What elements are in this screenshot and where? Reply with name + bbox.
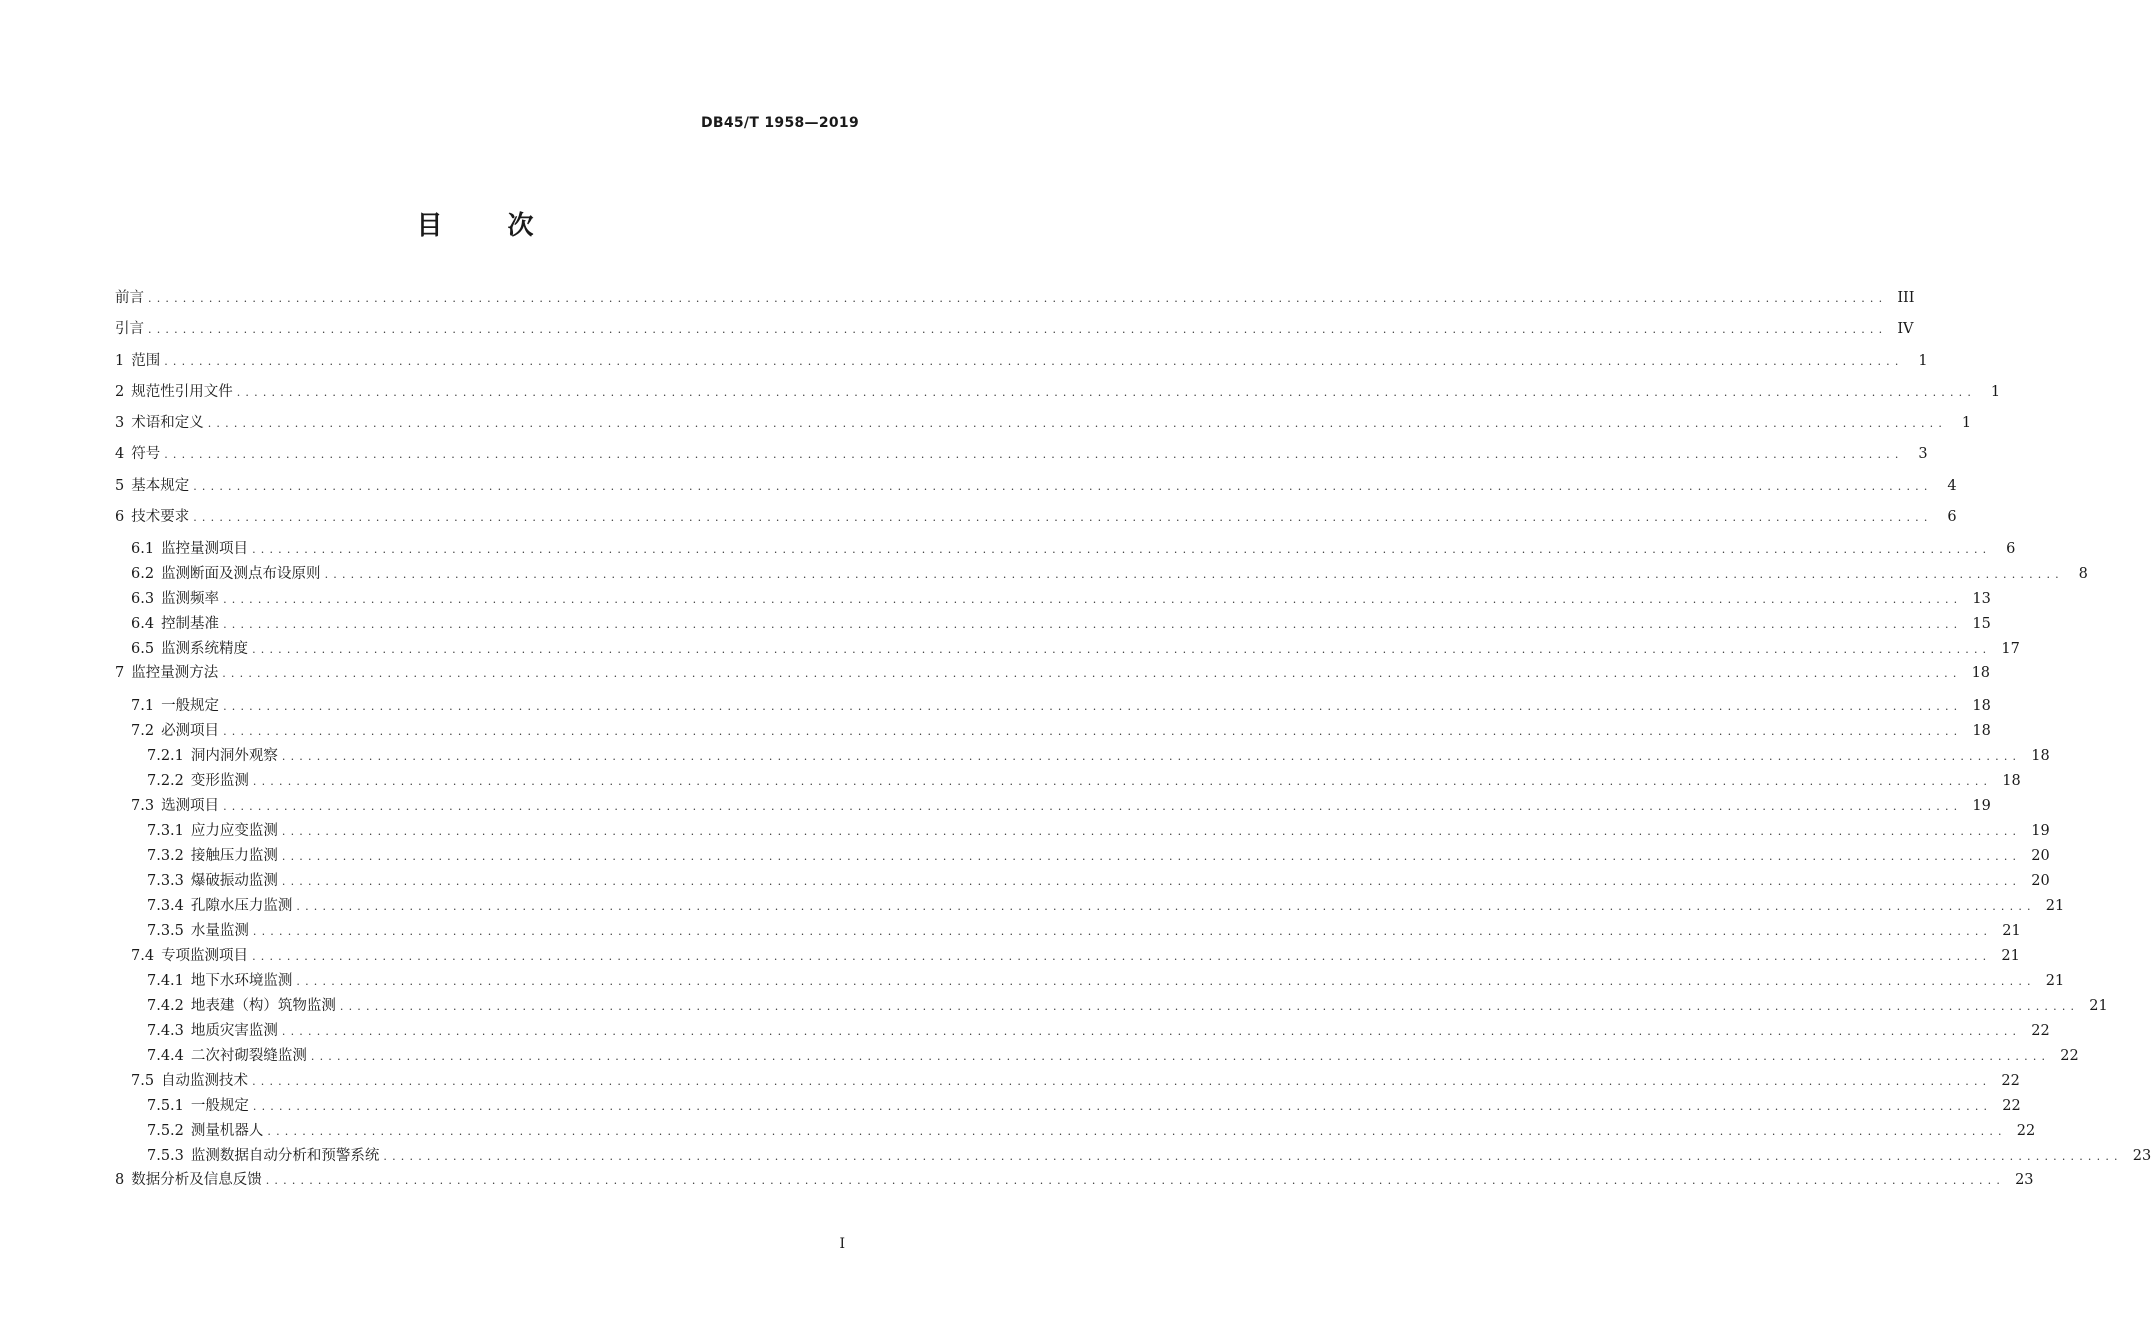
toc-entry-label: 地下水环境监测 bbox=[190, 972, 293, 989]
toc-dot-leader: ........................................................................................................................................................................................................ bbox=[281, 1024, 2022, 1038]
toc-entry-page: 22 bbox=[2031, 1022, 2050, 1039]
toc-entry[interactable] bbox=[115, 969, 2065, 994]
toc-entry-label: 控制基准 bbox=[161, 616, 220, 633]
table-of-contents bbox=[115, 287, 2151, 1200]
toc-entry-label: 选测项目 bbox=[161, 797, 220, 814]
toc-entry-number: 7.2.2 bbox=[147, 772, 184, 789]
toc-entry-number: 7.2.1 bbox=[147, 747, 184, 764]
toc-entry-number: 6 bbox=[115, 509, 125, 526]
toc-entry[interactable] bbox=[115, 1069, 2020, 1094]
toc-entry-page: 19 bbox=[1972, 797, 1991, 814]
toc-entry-label: 基本规定 bbox=[131, 477, 190, 494]
toc-entry-page: 3 bbox=[1918, 446, 1928, 463]
toc-entry-label: 引言 bbox=[115, 321, 144, 338]
toc-dot-leader: ........................................................................................................................................................................................................ bbox=[252, 949, 1992, 963]
page-title: 目 次 bbox=[416, 211, 562, 241]
toc-entry-page: 18 bbox=[2002, 772, 2021, 789]
toc-dot-leader: ........................................................................................................................................................................................................ bbox=[281, 749, 2022, 763]
toc-dot-leader: ........................................................................................................................................................................................................ bbox=[339, 999, 2080, 1013]
toc-entry-page: 21 bbox=[2045, 897, 2065, 914]
toc-entry-page: 4 bbox=[1947, 477, 1957, 494]
toc-entry[interactable] bbox=[115, 1019, 2050, 1044]
toc-entry[interactable] bbox=[115, 1044, 2079, 1069]
toc-entry-page: 6 bbox=[1947, 509, 1957, 526]
toc-entry[interactable] bbox=[115, 694, 1991, 719]
toc-entry-number: 3 bbox=[115, 415, 125, 432]
toc-dot-leader: ........................................................................................................................................................................................................ bbox=[164, 354, 1904, 368]
toc-entry-label: 一般规定 bbox=[190, 1097, 249, 1114]
toc-entry-label: 监测系统精度 bbox=[161, 641, 249, 658]
toc-entry-page: 22 bbox=[2001, 1072, 2020, 1089]
toc-entry[interactable] bbox=[115, 919, 2021, 944]
toc-entry-page: 13 bbox=[1972, 591, 1991, 608]
toc-entry-number: 7.4 bbox=[131, 947, 155, 964]
toc-entry-label: 前言 bbox=[115, 290, 144, 306]
toc-entry[interactable] bbox=[115, 844, 2050, 869]
toc-entry[interactable] bbox=[115, 769, 2021, 794]
toc-dot-leader: ........................................................................................................................................................................................................ bbox=[296, 899, 2036, 913]
toc-entry-label: 变形监测 bbox=[190, 772, 249, 789]
toc-entry-label: 符号 bbox=[131, 446, 161, 463]
toc-dot-leader: ........................................................................................................................................................................................................ bbox=[207, 417, 1948, 431]
toc-entry-number: 7.4.2 bbox=[147, 997, 184, 1014]
toc-entry-number: 2 bbox=[115, 383, 125, 400]
toc-entry-label: 规范性引用文件 bbox=[131, 383, 233, 400]
toc-entry-label: 测量机器人 bbox=[190, 1122, 264, 1139]
toc-entry[interactable] bbox=[115, 443, 1928, 474]
toc-entry-label: 监测断面及测点布设原则 bbox=[161, 566, 321, 583]
toc-entry-number: 7.3.1 bbox=[147, 822, 184, 839]
toc-entry-number: 4 bbox=[115, 446, 125, 463]
toc-entry-number: 7.3.2 bbox=[147, 847, 184, 864]
toc-dot-leader: ........................................................................................................................................................................................................ bbox=[223, 799, 1963, 813]
toc-entry-page: 19 bbox=[2031, 822, 2050, 839]
toc-entry-label: 自动监测技术 bbox=[161, 1072, 249, 1089]
toc-dot-leader: ........................................................................................................................................................................................................ bbox=[164, 448, 1904, 462]
toc-entry[interactable] bbox=[115, 744, 2050, 769]
toc-entry-number: 7.2 bbox=[131, 722, 155, 739]
toc-dot-leader: ........................................................................................................................................................................................................ bbox=[281, 874, 2022, 888]
toc-entry-page: 6 bbox=[2006, 541, 2016, 558]
toc-entry-label: 孔隙水压力监测 bbox=[190, 897, 293, 914]
toc-dot-leader: ........................................................................................................................................................................................................ bbox=[193, 511, 1933, 525]
toc-entry[interactable] bbox=[115, 537, 2016, 562]
toc-entry-label: 必测项目 bbox=[161, 722, 220, 739]
toc-entry[interactable] bbox=[115, 1144, 2151, 1169]
toc-entry[interactable] bbox=[115, 637, 2020, 662]
toc-entry[interactable] bbox=[115, 894, 2065, 919]
toc-entry-number: 6.1 bbox=[131, 541, 155, 558]
toc-entry-label: 监控量测方法 bbox=[131, 665, 219, 682]
document-code: DB45/T 1958—2019 bbox=[700, 115, 859, 131]
toc-entry[interactable] bbox=[115, 506, 1957, 537]
toc-entry[interactable] bbox=[115, 662, 1991, 693]
toc-entry-number: 7.4.1 bbox=[147, 972, 184, 989]
toc-entry-number: 6.4 bbox=[131, 616, 155, 633]
toc-entry-page: 20 bbox=[2031, 872, 2050, 889]
toc-dot-leader: ........................................................................................................................................................................................................ bbox=[148, 323, 1888, 337]
toc-entry-label: 水量监测 bbox=[190, 922, 249, 939]
toc-entry-page: 17 bbox=[2001, 641, 2020, 658]
toc-entry[interactable] bbox=[115, 819, 2050, 844]
toc-dot-leader: ........................................................................................................................................................................................................ bbox=[310, 1049, 2051, 1063]
toc-entry-page: 22 bbox=[2016, 1122, 2036, 1139]
toc-entry[interactable] bbox=[115, 612, 1991, 637]
toc-entry-number: 6.5 bbox=[131, 641, 155, 658]
toc-entry-page: IV bbox=[1897, 321, 1914, 338]
toc-dot-leader: ........................................................................................................................................................................................................ bbox=[223, 618, 1963, 632]
toc-entry[interactable] bbox=[115, 287, 1915, 318]
toc-dot-leader: ........................................................................................................................................................................................................ bbox=[223, 593, 1963, 607]
toc-dot-leader: ........................................................................................................................................................................................................ bbox=[252, 543, 1992, 557]
toc-entry-page: 1 bbox=[1961, 415, 1972, 432]
toc-entry[interactable] bbox=[115, 562, 2088, 587]
toc-dot-leader: ........................................................................................................................................................................................................ bbox=[252, 924, 1993, 938]
toc-entry-page: 18 bbox=[1972, 722, 1991, 739]
toc-entry-label: 范围 bbox=[131, 352, 161, 369]
toc-entry[interactable] bbox=[115, 381, 2001, 412]
toc-dot-leader: ........................................................................................................................................................................................................ bbox=[222, 667, 1962, 681]
toc-entry[interactable] bbox=[115, 318, 1914, 349]
toc-dot-leader: ........................................................................................................................................................................................................ bbox=[223, 699, 1963, 713]
toc-entry-label: 监测数据自动分析和预警系统 bbox=[190, 1147, 380, 1164]
toc-entry-page: 22 bbox=[2002, 1097, 2021, 1114]
toc-entry-label: 一般规定 bbox=[161, 697, 220, 714]
toc-entry-number: 7.5.3 bbox=[147, 1147, 184, 1164]
toc-entry-number: 7.3.3 bbox=[147, 872, 184, 889]
toc-entry-label: 洞内洞外观察 bbox=[190, 747, 278, 764]
toc-dot-leader: ........................................................................................................................................................................................................ bbox=[252, 1074, 1992, 1088]
toc-entry-label: 数据分析及信息反馈 bbox=[131, 1171, 262, 1188]
toc-dot-leader: ........................................................................................................................................................................................................ bbox=[265, 1173, 2006, 1187]
toc-entry-page: 1 bbox=[1918, 352, 1928, 369]
toc-entry[interactable] bbox=[115, 350, 1928, 381]
toc-entry-page: 23 bbox=[2015, 1171, 2034, 1188]
toc-dot-leader: ........................................................................................................................................................................................................ bbox=[223, 724, 1963, 738]
toc-entry-page: 18 bbox=[2031, 747, 2050, 764]
toc-entry-number: 6.2 bbox=[131, 566, 155, 583]
toc-entry[interactable] bbox=[115, 1094, 2021, 1119]
toc-entry-page: 18 bbox=[1971, 665, 1991, 682]
toc-entry-page: 23 bbox=[2132, 1147, 2151, 1164]
toc-entry-page: 22 bbox=[2060, 1047, 2079, 1064]
toc-entry-number: 7 bbox=[115, 665, 125, 682]
toc-entry-label: 应力应变监测 bbox=[190, 822, 278, 839]
toc-entry[interactable] bbox=[115, 587, 1991, 612]
toc-entry-number: 7.5 bbox=[131, 1072, 155, 1089]
toc-entry-page: 15 bbox=[1972, 616, 1991, 633]
toc-entry-label: 地质灾害监测 bbox=[190, 1022, 278, 1039]
toc-entry-page: 21 bbox=[2001, 947, 2020, 964]
toc-entry-label: 专项监测项目 bbox=[161, 947, 249, 964]
toc-dot-leader: ........................................................................................................................................................................................................ bbox=[252, 643, 1992, 657]
toc-entry-page: 8 bbox=[2078, 566, 2088, 583]
toc-entry-page: 21 bbox=[2045, 972, 2065, 989]
toc-dot-leader: ........................................................................................................................................................................................................ bbox=[148, 292, 1888, 305]
toc-entry-number: 6.3 bbox=[131, 591, 155, 608]
toc-entry-label: 技术要求 bbox=[131, 509, 190, 526]
toc-entry-page: 18 bbox=[1972, 697, 1991, 714]
toc-entry[interactable] bbox=[115, 412, 1972, 443]
toc-entry-number: 7.3.5 bbox=[147, 922, 184, 939]
toc-entry-page: 21 bbox=[2089, 997, 2108, 1014]
toc-entry-number: 5 bbox=[115, 477, 125, 494]
toc-entry-page: 21 bbox=[2002, 922, 2021, 939]
toc-entry-number: 1 bbox=[115, 352, 125, 369]
toc-entry-page: III bbox=[1897, 290, 1915, 306]
toc-entry-label: 地表建（构）筑物监测 bbox=[190, 997, 336, 1014]
toc-dot-leader: ........................................................................................................................................................................................................ bbox=[252, 1099, 1993, 1113]
toc-entry-number: 7.5.1 bbox=[147, 1097, 184, 1114]
toc-entry-number: 7.3 bbox=[131, 797, 155, 814]
toc-entry-number: 7.4.4 bbox=[147, 1047, 184, 1064]
toc-entry-label: 监测频率 bbox=[161, 591, 220, 608]
toc-entry-page: 20 bbox=[2031, 847, 2050, 864]
toc-entry-label: 监控量测项目 bbox=[161, 541, 249, 558]
toc-entry[interactable] bbox=[115, 944, 2020, 969]
toc-entry-number: 7.3.4 bbox=[147, 897, 184, 914]
toc-dot-leader: ........................................................................................................................................................................................................ bbox=[383, 1149, 2123, 1163]
toc-entry-number: 8 bbox=[115, 1171, 125, 1188]
toc-dot-leader: ........................................................................................................................................................................................................ bbox=[267, 1124, 2007, 1138]
toc-entry[interactable] bbox=[115, 994, 2108, 1019]
toc-dot-leader: ........................................................................................................................................................................................................ bbox=[281, 849, 2022, 863]
toc-dot-leader: ........................................................................................................................................................................................................ bbox=[252, 774, 1993, 788]
toc-entry-label: 术语和定义 bbox=[131, 415, 204, 432]
toc-entry-label: 二次衬砌裂缝监测 bbox=[190, 1047, 307, 1064]
toc-dot-leader: ........................................................................................................................................................................................................ bbox=[324, 568, 2064, 582]
toc-entry[interactable] bbox=[115, 1169, 2034, 1200]
toc-entry-number: 7.4.3 bbox=[147, 1022, 184, 1039]
toc-dot-leader: ........................................................................................................................................................................................................ bbox=[236, 385, 1977, 399]
toc-entry[interactable] bbox=[115, 869, 2050, 894]
toc-entry-number: 7.5.2 bbox=[147, 1122, 184, 1139]
toc-dot-leader: ........................................................................................................................................................................................................ bbox=[296, 974, 2036, 988]
toc-entry[interactable] bbox=[115, 794, 1991, 819]
page-number: I bbox=[839, 1236, 845, 1252]
toc-entry-page: 1 bbox=[1990, 383, 2001, 400]
toc-entry-label: 接触压力监测 bbox=[190, 847, 278, 864]
toc-dot-leader: ........................................................................................................................................................................................................ bbox=[193, 479, 1933, 493]
toc-entry[interactable] bbox=[115, 719, 1991, 744]
toc-entry-number: 7.1 bbox=[131, 697, 155, 714]
toc-dot-leader: ........................................................................................................................................................................................................ bbox=[281, 824, 2022, 838]
toc-entry[interactable] bbox=[115, 1119, 2036, 1144]
toc-entry-label: 爆破振动监测 bbox=[190, 872, 278, 889]
toc-entry[interactable] bbox=[115, 475, 1957, 506]
